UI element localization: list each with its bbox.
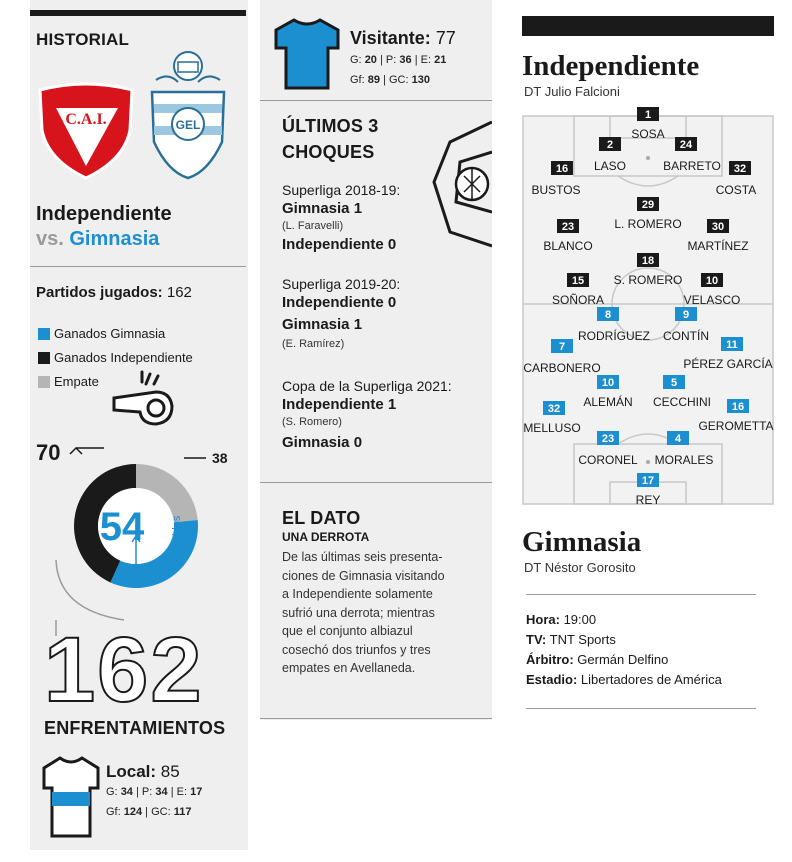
visitante-summary: [350, 28, 456, 49]
player-name: VELASCO: [683, 293, 741, 307]
player-name: CARBONERO: [523, 361, 601, 375]
results-donut-chart: [34, 440, 244, 640]
stat-key: G:: [106, 786, 118, 798]
stat-key: GC:: [388, 74, 409, 86]
stat-value: 21: [434, 54, 447, 66]
stat-value: 89: [367, 74, 380, 86]
info-hora: [526, 612, 596, 627]
info-estadio: [526, 672, 722, 687]
player-number: 10: [705, 275, 719, 287]
player-name: MORALES: [654, 453, 714, 467]
player-name: RODRÍGUEZ: [578, 329, 650, 343]
dato-line: ciones de Gimnasia visitando: [282, 568, 445, 583]
whistle-icon: [110, 368, 178, 434]
player-number: 16: [731, 401, 745, 413]
match-competition: Superliga 2019-20:: [282, 276, 401, 292]
crest-text: GEL: [175, 118, 201, 132]
divider: [30, 266, 246, 267]
dato-line: De las últimas seis presenta-: [282, 550, 443, 564]
legend-label: Ganados Independiente: [54, 350, 193, 365]
info-key: Hora:: [526, 612, 560, 627]
player-number: 10: [601, 377, 615, 389]
field-sketch-icon: [430, 112, 492, 252]
stat-value: 36: [399, 54, 412, 66]
player-number: 29: [641, 199, 655, 211]
vs-label: vs.: [36, 228, 64, 250]
team-away-name: Gimnasia: [69, 228, 160, 250]
legend-item: [38, 374, 99, 389]
match-team1: Gimnasia 1: [282, 200, 363, 217]
player-number: 7: [558, 341, 566, 353]
ultimos-title-line1: ÚLTIMOS 3: [282, 116, 379, 136]
player-number: 2: [606, 139, 614, 151]
divider: [526, 708, 756, 709]
stat-value: 117: [173, 806, 192, 818]
gimnasia-crest-icon: [138, 42, 238, 182]
independiente-crest-icon: [34, 80, 138, 180]
stat-key: Gf:: [106, 806, 121, 818]
player-number: 8: [604, 309, 612, 321]
player-number: 11: [726, 339, 738, 351]
match-competition: Superliga 2018-19:: [282, 182, 401, 198]
player-name: LASO: [593, 159, 627, 173]
info-key: Estadio:: [526, 672, 578, 687]
center-column: [260, 0, 492, 720]
lineups-column: [520, 0, 776, 720]
donut-center-value: 54: [99, 505, 145, 549]
crest-text: C.A.I.: [65, 111, 107, 128]
dato-line: que el conjunto albiazul: [282, 624, 413, 638]
local-label: Local:: [106, 762, 157, 781]
local-shirt-icon: [38, 752, 104, 840]
player-number: 32: [547, 403, 561, 415]
match-team2: Independiente 0: [282, 236, 397, 253]
player-number: 23: [561, 221, 575, 233]
player-number: 18: [641, 255, 655, 267]
player-name: COSTA: [715, 183, 757, 197]
donut-center-label: Partidos: [171, 515, 183, 556]
player-name: SOÑORA: [551, 293, 605, 307]
player-number: 4: [674, 433, 682, 445]
away-coach: DT Néstor Gorosito: [524, 560, 636, 575]
historial-title: HISTORIAL: [36, 30, 130, 49]
stat-key: Gf:: [350, 74, 365, 86]
ultimos-title-line2: CHOQUES: [282, 142, 375, 162]
divider: [260, 100, 492, 101]
stat-value: 124: [123, 806, 143, 818]
legend-swatch: [38, 328, 50, 340]
matchup-line: [36, 228, 159, 251]
stat-key: GC:: [151, 806, 171, 818]
player-number: 30: [711, 221, 725, 233]
top-rule: [30, 10, 246, 16]
stat-value: 34: [120, 786, 133, 798]
partidos-label: Partidos jugados:: [36, 284, 163, 301]
player-name: BLANCO: [543, 239, 593, 253]
stat-value: 34: [155, 786, 168, 798]
dato-line: cosechó dos triunfos y tres: [282, 642, 431, 657]
dato-line: a Independiente solamente: [282, 587, 433, 601]
player-number: 9: [682, 309, 690, 321]
stat-key: E:: [420, 54, 432, 66]
stat-key: P:: [385, 54, 397, 66]
away-team-title: Gimnasia: [522, 526, 642, 558]
legend-label: Empate: [54, 374, 99, 389]
match-team2: Gimnasia 1: [282, 316, 363, 333]
dato-line: sufrió una derrota; mientras: [282, 605, 435, 620]
player-name: S. ROMERO: [613, 273, 683, 287]
info-value: Germán Delfino: [577, 652, 669, 667]
total-matches-label: ENFRENTAMIENTOS: [44, 718, 226, 738]
stat-key: P:: [141, 786, 153, 798]
draws-label: 38: [212, 450, 228, 466]
visitante-stats-line2: Gf: 89 | GC: 130: [350, 74, 430, 86]
player-number: 1: [644, 109, 652, 121]
info-key: Árbitro:: [526, 652, 574, 667]
legend-item: [38, 326, 165, 341]
legend-item: [38, 350, 193, 365]
local-value: 85: [160, 762, 180, 781]
player-name: CORONEL: [578, 453, 638, 467]
player-name: REY: [635, 493, 661, 506]
historial-column: [30, 0, 248, 850]
divider: [260, 718, 492, 719]
player-name: MARTÍNEZ: [687, 239, 749, 253]
dato-subtitle: UNA DERROTA: [282, 530, 370, 544]
info-value: TNT Sports: [549, 632, 616, 647]
visitante-value: 77: [435, 28, 456, 48]
info-key: TV:: [526, 632, 547, 647]
stat-value: 20: [364, 54, 377, 66]
local-stats-line1: G: 34 | P: 34 | E: 17: [106, 786, 203, 798]
match-team2: Gimnasia 0: [282, 434, 363, 451]
player-name: MELLUSO: [523, 421, 581, 435]
legend-label: Ganados Gimnasia: [54, 326, 166, 341]
home-team-title: Independiente: [522, 50, 700, 82]
visitante-label: Visitante:: [350, 28, 431, 48]
player-name: CONTÍN: [663, 329, 709, 343]
pitch: [522, 104, 774, 506]
partidos-jugados: [36, 284, 192, 301]
player-name: SOSA: [631, 127, 665, 141]
visitante-shirt-icon: [270, 14, 344, 92]
match-note2: (E. Ramírez): [282, 338, 345, 350]
player-number: 5: [670, 377, 678, 389]
home-coach: DT Julio Falcioni: [524, 84, 620, 99]
player-name: PÉREZ GARCÍA: [683, 357, 773, 371]
independiente-wins-label: 70: [36, 440, 61, 465]
player-number: 32: [733, 163, 747, 175]
match-team1: Independiente 1: [282, 396, 397, 413]
info-tv: [526, 632, 616, 647]
stat-value: 130: [411, 74, 430, 86]
stat-key: G:: [350, 54, 362, 66]
divider: [260, 482, 492, 483]
stat-value: 17: [190, 786, 203, 798]
stat-key: E:: [176, 786, 188, 798]
player-name: GEROMETTA: [698, 419, 774, 433]
player-name: L. ROMERO: [614, 217, 682, 231]
player-number: 23: [601, 433, 615, 445]
dato-body: [282, 548, 445, 678]
player-name: BUSTOS: [531, 183, 581, 197]
legend-swatch: [38, 376, 50, 388]
dato-title: EL DATO: [282, 508, 361, 528]
match-note1: (L. Faravelli): [282, 220, 344, 232]
legend-swatch: [38, 352, 50, 364]
info-arbitro: [526, 652, 668, 667]
player-number: 17: [641, 475, 655, 487]
player-number: 15: [571, 275, 585, 287]
top-bar: [522, 16, 774, 36]
match-note1: (S. Romero): [282, 416, 342, 428]
team-home-name: Independiente: [36, 203, 172, 225]
player-name: BARRETO: [663, 159, 721, 173]
info-value: Libertadores de América: [580, 672, 722, 687]
dato-line: empates en Avellaneda.: [282, 661, 416, 675]
total-matches-value: 162: [44, 619, 204, 721]
match-team1: Independiente 0: [282, 294, 397, 311]
player-number: 16: [555, 163, 569, 175]
visitante-stats-line1: G: 20 | P: 36 | E: 21: [350, 54, 447, 66]
player-name: CECCHINI: [652, 395, 712, 409]
player-number: 24: [679, 139, 693, 151]
local-summary: [106, 762, 180, 782]
player-name: ALEMÁN: [583, 395, 633, 409]
partidos-value: 162: [166, 284, 192, 301]
match-competition: Copa de la Superliga 2021:: [282, 378, 452, 394]
divider: [526, 594, 756, 595]
local-stats-line2: Gf: 124 | GC: 117: [106, 806, 192, 818]
info-value: 19:00: [563, 612, 597, 627]
